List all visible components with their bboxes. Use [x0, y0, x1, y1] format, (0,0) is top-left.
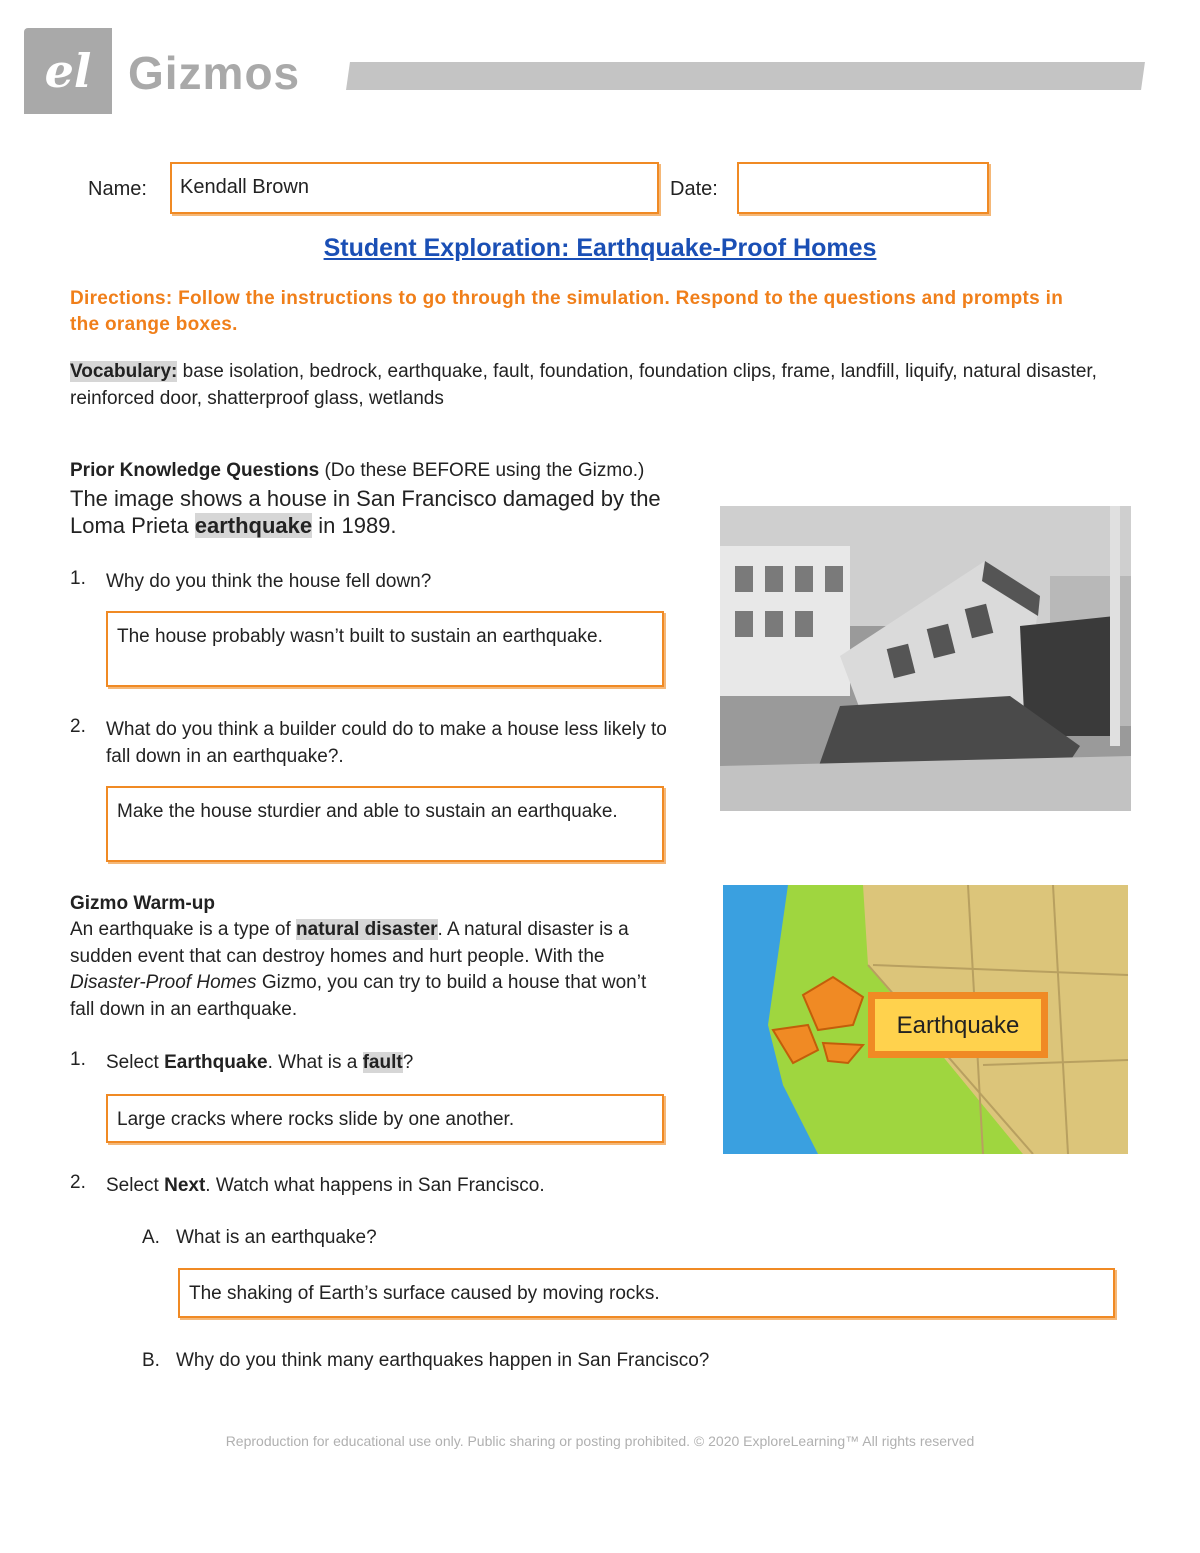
- prior-heading-text: Prior Knowledge Questions: [70, 460, 320, 481]
- name-field[interactable]: [170, 162, 659, 214]
- name-label: Name:: [88, 178, 147, 200]
- prior-intro-end: in 1989.: [312, 513, 397, 538]
- date-label: Date:: [670, 178, 718, 200]
- q1-text-a: Select: [106, 1052, 165, 1073]
- prior-intro: [70, 485, 680, 539]
- warmup-q2-text: [106, 1172, 545, 1199]
- name-value: Kendall Brown: [180, 176, 309, 198]
- sub-qa-text: What is an earthquake?: [176, 1227, 377, 1248]
- gizmo-map-image: [723, 885, 1128, 1154]
- warmup-heading: [70, 890, 215, 917]
- warmup-q2-number: 2.: [70, 1172, 86, 1193]
- gizmo-name: Disaster-Proof Homes: [70, 972, 257, 993]
- warmup-paragraph: [70, 917, 675, 1023]
- date-field[interactable]: [737, 162, 989, 214]
- copyright-footer: Reproduction for educational use only. Public sharing or posting prohibited. © 2020 ExploreLearning™ All rights reserved: [225, 1433, 975, 1449]
- warmup-answer-a-text: The shaking of Earth’s surface caused by moving rocks.: [189, 1283, 660, 1304]
- q1-text-c: ?: [402, 1052, 414, 1073]
- warmup-text-1: An earthquake is a type of: [70, 919, 297, 940]
- prior-answer-2-text: Make the house sturdier and able to sustain an earthquake.: [117, 801, 618, 822]
- prior-intro-text: The image shows a house in San Francisco damaged by the Loma Prieta: [70, 486, 661, 538]
- collapsed-house-photo: [720, 506, 1131, 811]
- prior-heading-note: (Do these BEFORE using the Gizmo.): [324, 460, 645, 481]
- warmup-q1-text: [106, 1049, 413, 1076]
- term-fault: fault: [362, 1052, 403, 1073]
- q2-text-a: Select: [106, 1175, 165, 1196]
- logo-letters: el: [44, 44, 92, 98]
- sub-qb-letter: B.: [142, 1350, 160, 1371]
- warmup-answer-a[interactable]: [178, 1268, 1115, 1318]
- q1-text-b: . What is a: [267, 1052, 363, 1073]
- term-earthquake: earthquake: [194, 513, 313, 538]
- q2-text-b: . Watch what happens in San Francisco.: [205, 1175, 545, 1196]
- prior-q1-number: 1.: [70, 568, 86, 589]
- prior-q2-text: What do you think a builder could do to make a house less likely to fall down in an earthquake?.: [106, 719, 667, 767]
- sub-qa-letter: A.: [142, 1227, 160, 1248]
- vocabulary-terms: base isolation, bedrock, earthquake, fault, foundation, foundation clips, frame, landfill, liquify, natural disaster, reinforced door, shatterproof glass, wetlands: [70, 361, 1097, 409]
- warmup-text-3: Gizmo, you can try to build a house that won’t fall down in an earthquake.: [70, 972, 647, 1020]
- vocabulary: [70, 358, 1110, 412]
- warmup-text-2: . A natural disaster is a sudden event that can destroy homes and hurt people. With the: [70, 919, 629, 967]
- prior-knowledge-heading: [70, 457, 644, 484]
- map-earthquake-label: Earthquake: [896, 1012, 1020, 1039]
- directions: Directions: Follow the instructions to go through the simulation. Respond to the questions and prompts in the orange boxes.: [70, 288, 1064, 335]
- q1-bold: Earthquake: [164, 1052, 268, 1073]
- explorelearning-logo: [24, 28, 112, 114]
- warmup-q1-number: 1.: [70, 1049, 86, 1070]
- prior-answer-2[interactable]: [106, 786, 664, 862]
- warmup-answer-1-text: Large cracks where rocks slide by one another.: [117, 1109, 515, 1130]
- page-title: Student Exploration: Earthquake-Proof Homes: [323, 234, 877, 262]
- sub-qb-text: Why do you think many earthquakes happen in San Francisco?: [176, 1350, 710, 1371]
- prior-answer-1-text: The house probably wasn’t built to sustain an earthquake.: [117, 626, 603, 647]
- q2-bold: Next: [164, 1175, 206, 1196]
- header-bar: [346, 62, 1145, 90]
- term-natural-disaster: natural disaster: [296, 919, 438, 940]
- warmup-heading-text: Gizmo Warm-up: [70, 893, 215, 914]
- vocabulary-label: Vocabulary:: [70, 361, 178, 382]
- warmup-answer-1[interactable]: [106, 1094, 664, 1143]
- brand-name: Gizmos: [128, 47, 301, 99]
- prior-answer-1[interactable]: [106, 611, 664, 687]
- prior-q2-number: 2.: [70, 716, 86, 737]
- prior-q1-text: Why do you think the house fell down?: [106, 571, 432, 592]
- date-value: [739, 164, 987, 188]
